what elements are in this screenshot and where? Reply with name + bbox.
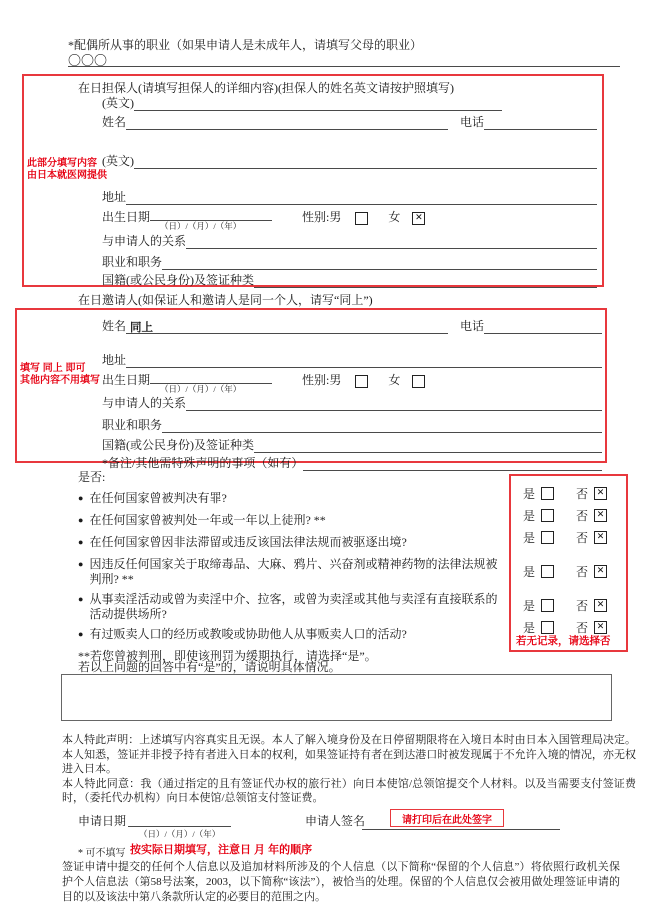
bullet-icon: ● [78,515,84,525]
sign-here-note: 请打印后在此处签字 [402,814,492,826]
question-text-2: 在任何国家曾被判处一年或一年以上徒刑? ** [89,513,326,527]
bullet-icon: ● [78,493,84,503]
question-row-6 [78,627,503,642]
inviter-address-row [102,351,602,368]
guarantor-section-box [22,74,604,287]
guarantor-phone-input[interactable] [484,115,597,130]
guarantor-english-name2-input[interactable] [134,154,597,169]
inviter-nationality-row [102,436,602,453]
inviter-name-phone-row [102,317,602,334]
guarantor-nationality-label: 国籍(或公民身份)及签证种类 [102,273,254,287]
answer-row-5 [523,597,607,614]
inviter-occupation-row [102,416,602,433]
no-record-note: 若无记录，请选择否 [516,635,611,647]
spouse-occupation-label: *配偶所从事的职业（如果申请人是未成年人，请填写父母的职业） [68,38,423,52]
guarantor-sex-label: 性别:男 [302,210,342,224]
inviter-birth-sex-row [102,369,602,394]
privacy-footer [62,860,620,905]
inviter-relation-label: 与申请人的关系 [102,396,187,410]
inviter-birth-date-input[interactable] [150,369,272,384]
application-date-label: 申请日期 [78,814,127,828]
guarantor-birth-date-field [150,206,272,231]
yes-label: 是 [523,509,536,523]
inviter-birth-date-label: 出生日期 [102,373,151,387]
no-label: 否 [576,565,589,579]
guarantor-nationality-input[interactable] [254,273,597,288]
bullet-icon: ● [78,559,84,569]
guarantor-side-note [27,158,107,182]
yes-label: 是 [523,487,536,501]
inviter-nationality-label: 国籍(或公民身份)及签证种类 [102,438,254,452]
answers-box [509,474,628,652]
guarantor-nationality-row [102,271,597,288]
no-label: 否 [576,509,589,523]
answer-row-2 [523,507,607,524]
optional-note: * 可不填写 [78,848,126,859]
guarantor-english-name-row [102,94,502,111]
guarantor-sex-female-checkbox[interactable] [412,212,425,225]
declaration-paragraph-1: 本人特此声明：上述填写内容真实且无误。本人了解入境身份及在日停留期限将在入境日本时由日本入国管理局决定。本人知悉，签证并非授予持有者进入日本的权利，如果签证持有者在到达港口时被发现属于不允许入境的情况，亦无权进入日本。 [62,734,636,775]
yes-label: 是 [523,531,536,545]
inviter-sex-label: 性别:男 [302,373,342,387]
inviter-remarks-label: *备注/其他需特殊声明的事项（如有） [102,456,304,470]
inviter-sex-female-checkbox[interactable] [412,375,425,388]
inviter-date-format-hint: （日）/（月）/（年） [160,384,242,394]
inviter-relation-input[interactable] [186,396,602,411]
date-order-note: 按实际日期填写，注意日 月 年的顺序 [130,844,313,856]
questions-intro: 是否: [78,470,106,484]
inviter-phone-label: 电话 [460,319,485,333]
guarantor-side-note-line2: 由日本就医网提供 [27,170,107,181]
guarantor-side-note-line1: 此部分填写内容 [27,158,97,169]
inviter-name-label: 姓名 [102,319,127,333]
question-text-4: 因违反任何国家关于取缔毒品、大麻、鸦片、兴奋剂或精神药物的法律法规被判刑? ** [89,557,498,586]
guarantor-sex-female-label: 女 [388,210,401,224]
no-label: 否 [576,621,589,635]
question-row-1 [78,491,503,506]
yes-label: 是 [523,621,536,635]
question-row-5 [78,592,503,622]
guarantor-heading: 在日担保人(请填写担保人的详细内容)(担保人的姓名英文请按护照填写) [78,81,454,95]
q3-no-checkbox[interactable] [594,531,607,544]
inviter-side-note-line1: 填写 同上 即可 [20,363,86,374]
explain-textbox[interactable] [61,674,612,721]
guarantor-name-input[interactable] [126,115,448,130]
inviter-name-value: 同上 [130,322,154,334]
guarantor-name-phone-row [102,113,597,130]
no-label: 否 [576,487,589,501]
no-label: 否 [576,531,589,545]
inviter-birth-date-field [150,369,272,394]
spouse-occupation-input[interactable] [68,50,620,67]
question-row-2 [78,513,503,528]
inviter-name-input[interactable] [126,319,448,334]
application-date-input[interactable] [128,812,231,827]
q4-no-checkbox[interactable] [594,565,607,578]
no-label: 否 [576,599,589,613]
answer-row-3 [523,529,607,546]
guarantor-relation-input[interactable] [186,234,597,249]
q4-yes-checkbox[interactable] [541,565,554,578]
inviter-address-input[interactable] [126,353,602,368]
question-text-3: 在任何国家曾因非法滞留或违反该国法律法规而被驱逐出境? [89,535,407,549]
inviter-relation-row [102,394,602,411]
question-row-3 [78,535,503,550]
yes-label: 是 [523,565,536,579]
guarantor-address-label: 地址 [102,190,127,204]
bullet-icon: ● [78,594,84,604]
bullet-icon: ● [78,537,84,547]
guarantor-english-label: (英文) [102,96,134,110]
guarantor-address-input[interactable] [126,190,597,205]
guarantor-relation-label: 与申请人的关系 [102,234,187,248]
answer-row-1 [523,485,607,502]
q3-yes-checkbox[interactable] [541,531,554,544]
yes-label: 是 [523,599,536,613]
inviter-sex-male-checkbox[interactable] [355,375,368,388]
q1-no-checkbox[interactable] [594,487,607,500]
sign-here-note-box [390,809,504,827]
question-text-6: 有过贩卖人口的经历或教唆或协助他人从事贩卖人口的活动? [89,627,407,641]
inviter-phone-input[interactable] [484,319,602,334]
question-row-4 [78,557,503,587]
privacy-text: 签证申请中提交的任何个人信息以及追加材料所涉及的个人信息（以下简称“保留的个人信息”）将依照行政机关保护个人信息法（第58号法案，2003，以下简称“该法”），被恰当的处理。保留的个人信息仅会被用做处理签证申请的目的以及该法中第八条款所认定的必要目的范围之内。 [62,861,620,903]
guarantor-birth-date-label: 出生日期 [102,210,151,224]
inviter-side-note-line2: 其他内容不用填写 [20,375,100,386]
q2-no-checkbox[interactable] [594,509,607,522]
application-date-format-hint: （日）/（月）/（年） [139,829,221,839]
spouse-occupation-value: 〇〇〇 [68,53,108,68]
bullet-icon: ● [78,629,84,639]
q5-no-checkbox[interactable] [594,599,607,612]
q2-yes-checkbox[interactable] [541,509,554,522]
applicant-signature-label: 申请人签名 [305,814,366,828]
guarantor-phone-label: 电话 [460,115,485,129]
inviter-sex-female-label: 女 [388,373,401,387]
inviter-side-note [20,363,100,387]
guarantor-occupation-row [102,253,597,270]
question-text-5: 从事卖淫活动或曾为卖淫中介、拉客，或曾为卖淫或其他与卖淫有直接联系的活动提供场所? [89,592,498,621]
q1-yes-checkbox[interactable] [541,487,554,500]
guarantor-english2-label: (英文) [102,154,134,168]
inviter-section-box [15,308,607,470]
guarantor-english-name-input[interactable] [134,96,502,111]
guarantor-address-row [102,188,597,205]
inviter-occupation-label: 职业和职务 [102,418,163,432]
explain-prompt: 若以上问题的回答中有“是”的，请说明具体情况。 [78,660,341,674]
declaration-paragraph-2: 本人特此同意：我（通过指定的且有签证代办权的旅行社）向日本使馆/总领馆提交个人材料。以及当需要支付签证费时，（委托代办机构）向日本使馆/总领馆支付签证费。 [62,777,636,804]
guarantor-name-label: 姓名 [102,115,127,129]
inviter-nationality-input[interactable] [254,438,602,453]
guarantor-relation-row [102,232,597,249]
inviter-heading: 在日邀请人(如保证人和邀请人是同一个人，请写“同上”) [78,293,373,307]
questions-section [78,468,503,664]
declaration-block [62,733,636,806]
inviter-occupation-input[interactable] [162,418,602,433]
q5-yes-checkbox[interactable] [541,599,554,612]
guarantor-occupation-input[interactable] [162,255,597,270]
guarantor-sex-male-checkbox[interactable] [355,212,368,225]
inviter-address-label: 地址 [102,353,127,367]
questions-footnote: **若您曾被判刑，即使该刑罚为缓期执行，请选择“是”。 [78,649,377,663]
guarantor-english-name2-row [102,152,597,169]
guarantor-occupation-label: 职业和职务 [102,255,163,269]
answer-row-4 [523,563,607,580]
question-text-1: 在任何国家曾被判决有罪? [89,491,227,505]
guarantor-birth-sex-row [102,206,597,231]
guarantor-birth-date-input[interactable] [150,206,272,221]
guarantor-date-format-hint: （日）/（月）/（年） [160,221,242,231]
